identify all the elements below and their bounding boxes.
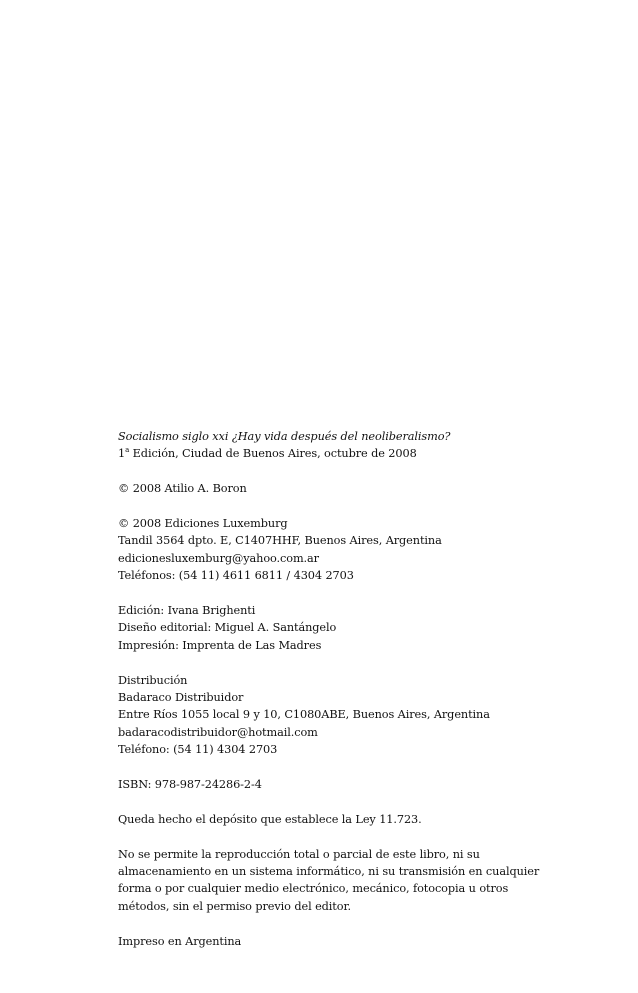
credit-design: Diseño editorial: Miguel A. Santángelo	[118, 621, 337, 635]
edition-ordinal: a	[125, 446, 130, 455]
rights-line: No se permite la reproducción total o parcial de este libro, ni su	[118, 847, 480, 861]
edition-number: 1	[118, 447, 126, 461]
book-title-line	[118, 428, 618, 445]
isbn: ISBN: 978-987-24286-2-4	[118, 778, 262, 792]
distribution-heading: Distribución	[118, 673, 188, 687]
copyright-page	[118, 428, 618, 950]
credit-edition: Edición: Ivana Brighenti	[118, 604, 256, 618]
rights-line: métodos, sin el permiso previo del editor.	[118, 899, 351, 913]
edition-text: Edición, Ciudad de Buenos Aires, octubre de 2008	[129, 447, 417, 461]
legal-deposit: Queda hecho el depósito que establece la Ley 11.723.	[118, 812, 422, 826]
distributor-address: Entre Ríos 1055 local 9 y 10, C1080ABE, Buenos Aires, Argentina	[118, 708, 490, 722]
publisher-copyright: © 2008 Ediciones Luxemburg	[118, 517, 288, 530]
publisher-address: Tandil 3564 dpto. E, C1407HHF, Buenos Aires, Argentina	[118, 534, 442, 548]
edition-line	[118, 445, 618, 462]
distributor-name: Badaraco Distribuidor	[118, 691, 244, 705]
distributor-phone: Teléfono: (54 11) 4304 2703	[118, 743, 278, 757]
printed-in: Impreso en Argentina	[118, 934, 242, 948]
book-subtitle: ¿Hay vida después del neoliberalismo?	[228, 430, 451, 443]
distributor-email: badaracodistribuidor@hotmail.com	[118, 725, 318, 739]
credit-printing: Impresión: Imprenta de Las Madres	[118, 638, 322, 652]
publisher-email: edicionesluxemburg@yahoo.com.ar	[118, 551, 319, 565]
author-copyright: © 2008 Atilio A. Boron	[118, 482, 247, 496]
rights-line: almacenamiento en un sistema informático, ni su transmisión en cualquier	[118, 865, 540, 879]
book-title: Socialismo siglo xxi	[118, 430, 229, 443]
publisher-phone: Teléfonos: (54 11) 4611 6811 / 4304 2703	[118, 569, 354, 583]
rights-line: forma o por cualquier medio electrónico, mecánico, fotocopia u otros	[118, 882, 509, 896]
